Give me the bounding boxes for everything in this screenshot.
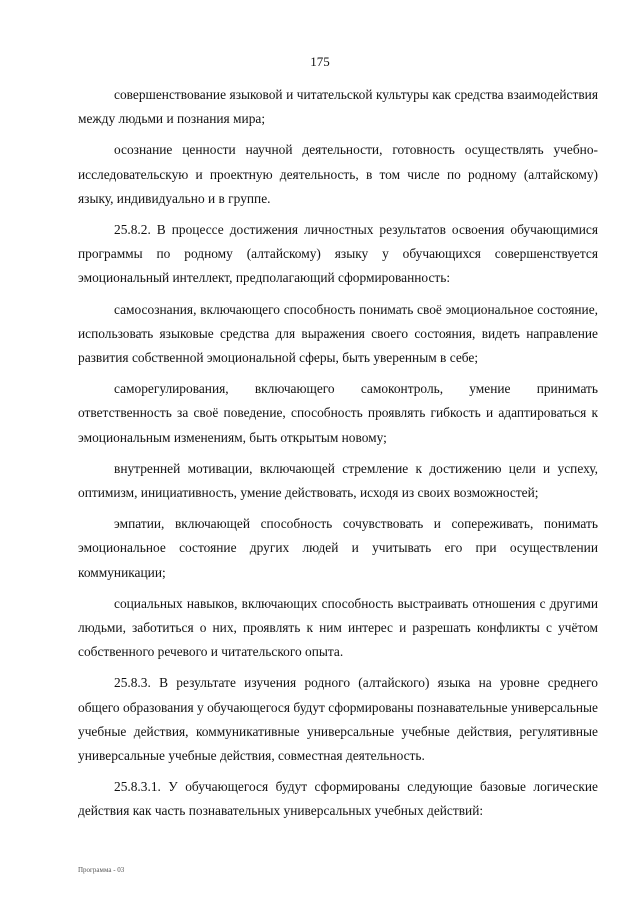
paragraph: 25.8.3.1. У обучающегося будут сформированы следующие базовые логические действия как часть познавательных универсальных учебных действий:: [78, 779, 598, 819]
paragraph: осознание ценности научной деятельности, готовность осуществлять учебно-исследовательскую и проектную деятельность, в том числе по родному (алтайскому) языку, индивидуально и в группе.: [78, 142, 598, 206]
paragraph: социальных навыков, включающих способность выстраивать отношения с другими людьми, заботиться о них, проявлять к ним интерес и разрешать конфликты с учётом собственного речевого и читательского опыта.: [78, 595, 598, 660]
paragraph: 25.8.3. В результате изучения родного (алтайского) языка на уровне среднего общего образования у обучающегося будут сформированы познавательные универсальные учебные действия, коммуникативные универсальные учебные действия, регулятивные универсальные учебные действия, совместная деятельность.: [78, 675, 598, 764]
page-number: 175: [310, 54, 330, 69]
paragraph: внутренней мотивации, включающей стремление к достижению цели и успеху, оптимизм, инициативность, умение действовать, исходя из своих возможностей;: [78, 460, 598, 501]
paragraph: совершенствование языковой и читательской культуры как средства взаимодействия между людьми и познания мира;: [78, 87, 598, 127]
body-text: [78, 83, 598, 831]
paragraph: самосознания, включающего способность понимать своё эмоциональное состояние, использовать языковые средства для выражения своего состояния, видеть направление развития собственной эмоциональной сферы, быть уверенным в себе;: [78, 301, 598, 366]
paragraph: саморегулирования, включающего самоконтроль, умение принимать ответственность за своё поведение, способность проявлять гибкость и адаптироваться к эмоциональным изменениям, быть открытым новому;: [78, 381, 598, 445]
page-footer: Программа - 03: [78, 866, 125, 874]
paragraph: 25.8.2. В процессе достижения личностных результатов освоения обучающимися программы по родному (алтайскому) языку у обучающихся совершенствуется эмоциональный интеллект, предполагающий сформированность:: [78, 222, 598, 286]
paragraph: эмпатии, включающей способность сочувствовать и сопереживать, понимать эмоциональное состояние других людей и учитывать его при осуществлении коммуникации;: [78, 516, 598, 580]
